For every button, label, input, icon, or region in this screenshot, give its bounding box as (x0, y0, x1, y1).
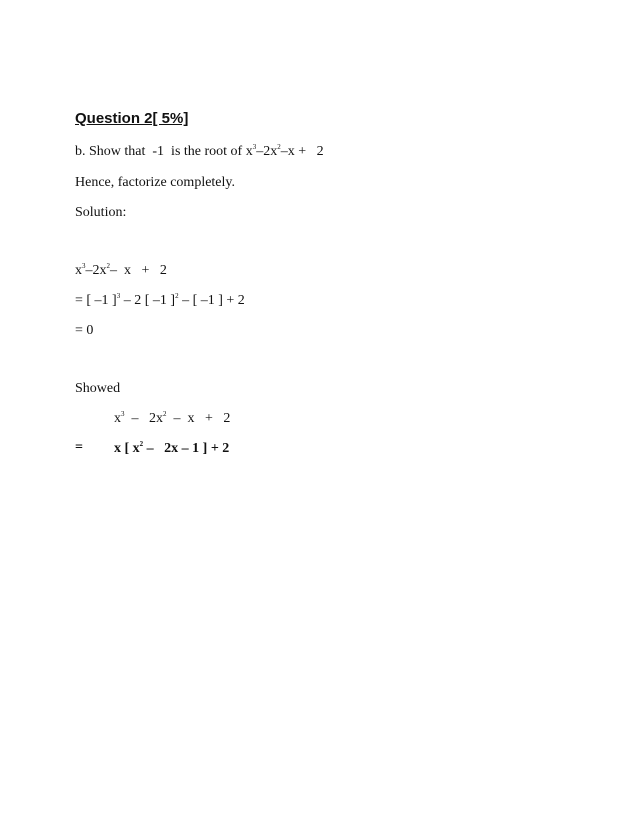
factor-bold-b: – 2x – 1 ] + 2 (143, 441, 230, 456)
exponent-3: 3 (252, 143, 257, 151)
working-expression (75, 262, 167, 280)
exponent-3: 3 (82, 262, 86, 270)
working-substitution (75, 292, 245, 310)
factor-expr-c: – x + 2 (166, 411, 231, 426)
exponent-2: 2 (163, 410, 167, 418)
exponent-2: 2 (106, 262, 110, 270)
working-expr-b: –2x (85, 263, 107, 278)
factor-step (114, 440, 229, 458)
prompt-text-a: b. Show that -1 is the root of x (75, 144, 253, 159)
exponent-3: 3 (116, 292, 121, 300)
sub-c: – [ –1 ] + 2 (178, 293, 245, 308)
showed-label: Showed (75, 381, 121, 396)
exponent-2: 2 (139, 440, 144, 448)
sub-a: = [ –1 ] (75, 293, 117, 308)
working-expr-c: – x + 2 (110, 263, 167, 278)
question-instruction: Hence, factorize completely. (75, 175, 236, 190)
factor-expression (114, 410, 230, 428)
prompt-text-c: –x + 2 (280, 144, 324, 159)
factor-expr-a: x (114, 411, 121, 426)
question-prompt (75, 143, 324, 161)
factor-bold-a: x [ x (114, 441, 140, 456)
exponent-3: 3 (121, 410, 125, 418)
working-expr-a: x (75, 263, 82, 278)
exponent-2: 2 (277, 143, 281, 151)
exponent-2: 2 (175, 292, 179, 300)
sub-b: – 2 [ –1 ] (120, 293, 176, 308)
equals-sign: = (75, 440, 83, 455)
question-title: Question 2[ 5%] (75, 110, 189, 127)
factor-expr-b: – 2x (124, 411, 163, 426)
solution-label: Solution: (75, 205, 127, 220)
prompt-text-b: –2x (256, 144, 278, 159)
working-result: = 0 (75, 323, 94, 338)
